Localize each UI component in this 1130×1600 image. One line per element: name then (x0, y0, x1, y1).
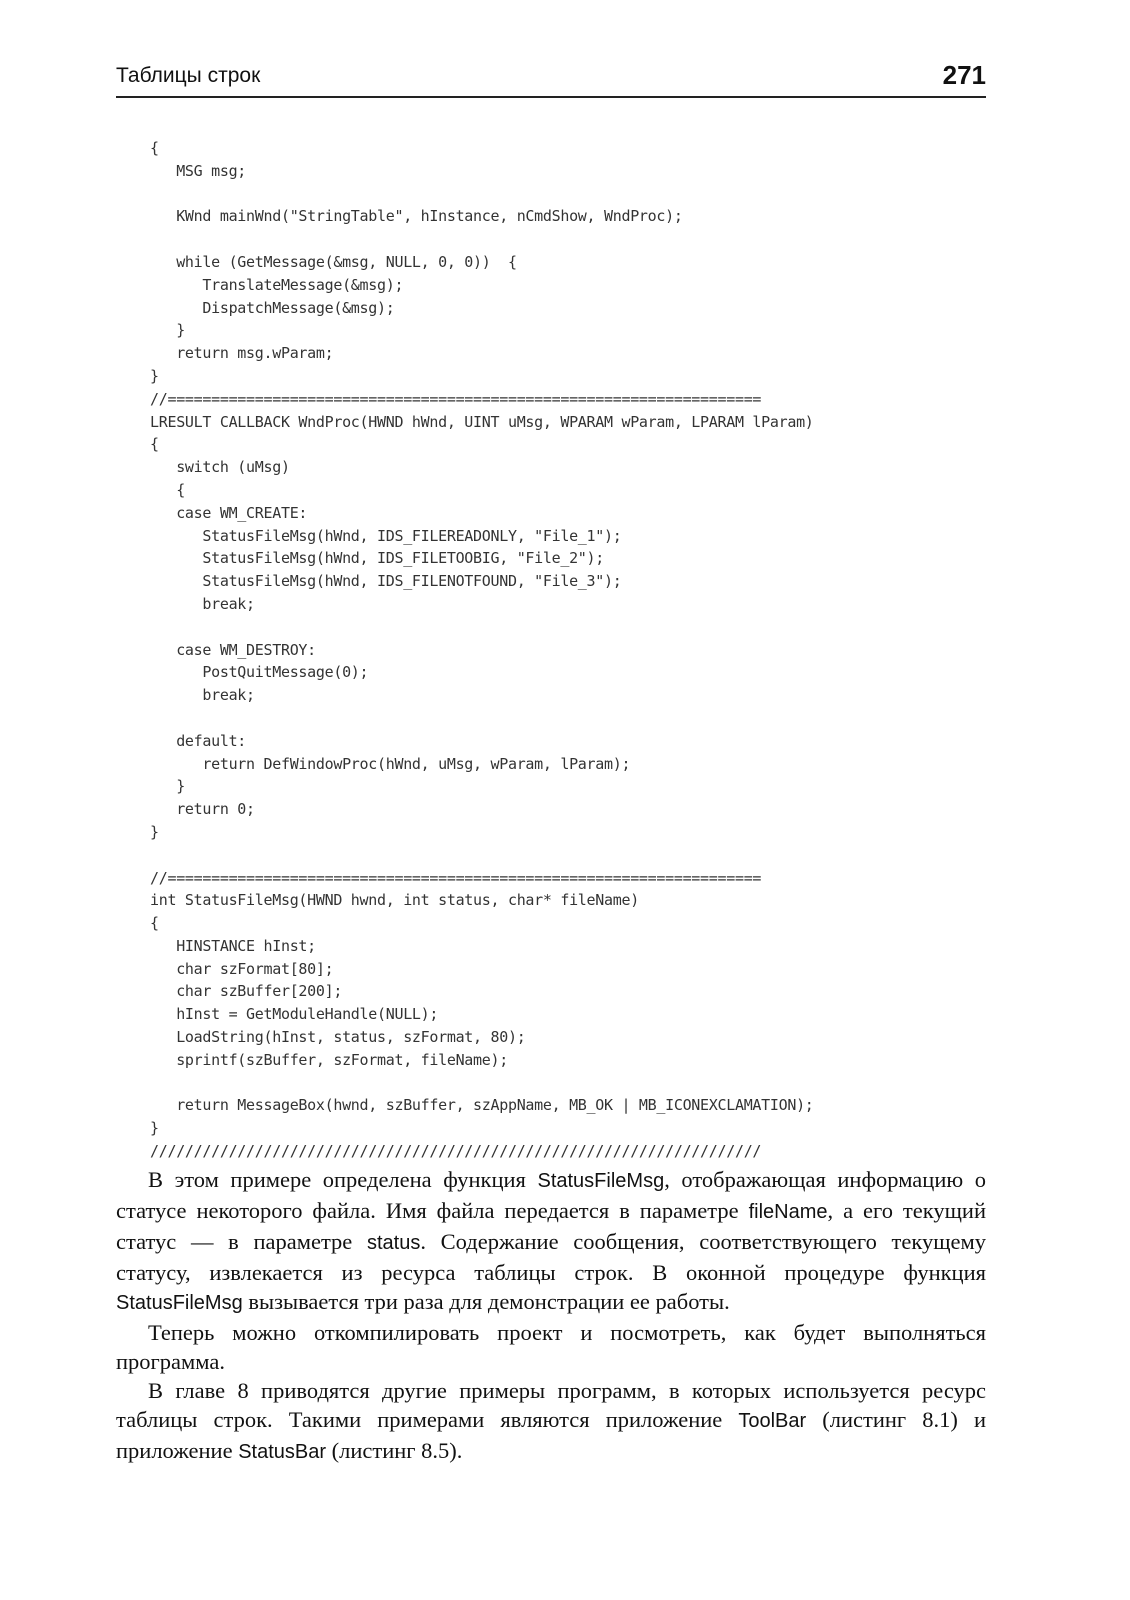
code-line (150, 228, 950, 251)
code-line: sprintf(szBuffer, szFormat, fileName); (150, 1050, 508, 1069)
code-line: } (150, 366, 159, 385)
page-number: 271 (942, 60, 986, 90)
text-run: В этом примере определена функция (148, 1167, 538, 1192)
code-line (150, 616, 950, 639)
code-line: int StatusFileMsg(HWND hwnd, int status, char* fileName) (150, 891, 639, 910)
code-line: KWnd mainWnd("StringTable", hInstance, nCmdShow, WndProc); (150, 207, 683, 226)
text-run: вызывается три раза для демонстрации ее работы. (242, 1289, 730, 1314)
running-header (116, 60, 986, 98)
code-line: break; (150, 594, 255, 613)
code-listing (150, 137, 950, 1163)
code-line (150, 707, 950, 730)
code-line: default: (150, 731, 247, 750)
chapter-title: Таблицы строк (116, 64, 261, 87)
text-run: (листинг 8.1) и приложение (116, 1407, 986, 1463)
code-line: return MessageBox(hwnd, szBuffer, szAppName, MB_OK | MB_ICONEXCLAMATION); (150, 1096, 814, 1115)
code-line (150, 844, 950, 867)
code-line: StatusFileMsg(hWnd, IDS_FILEREADONLY, "File_1"); (150, 526, 622, 545)
code-line: PostQuitMessage(0); (150, 663, 369, 682)
inline-identifier: fileName (748, 1201, 828, 1223)
code-line: return 0; (150, 800, 255, 819)
text-run: , отображающая информацию о статусе некоторого файла. Имя файла передается в параметре (116, 1167, 986, 1223)
code-line: { (150, 480, 185, 499)
code-line: hInst = GetModuleHandle(NULL); (150, 1005, 439, 1024)
text-run: В главе 8 приводятся другие примеры программ, в которых используется ресурс таблицы строк. Такими примерами являются приложение (116, 1378, 986, 1432)
code-line: ////////////////////////////////////////////////////////////////////// (150, 1142, 762, 1161)
body-text (116, 1165, 986, 1467)
code-line: MSG msg; (150, 161, 247, 180)
code-line: //==================================================================== (150, 389, 762, 408)
code-line: { (150, 139, 159, 157)
code-line: break; (150, 686, 255, 705)
code-line: } (150, 822, 159, 841)
text-run: , а его текущий статус — в параметре (116, 1198, 987, 1254)
code-line: return DefWindowProc(hWnd, uMsg, wParam, lParam); (150, 754, 631, 773)
code-line: char szBuffer[200]; (150, 982, 343, 1001)
inline-identifier: ToolBar (738, 1410, 807, 1432)
code-line: } (150, 777, 185, 796)
code-line: TranslateMessage(&msg); (150, 275, 404, 294)
code-line: DispatchMessage(&msg); (150, 298, 395, 317)
text-run: . Содержание сообщения, соответствующего текущему статусу, извлекается из ресурса таблицы строк. В оконной процедуре функция (116, 1229, 986, 1285)
code-line: switch (uMsg) (150, 458, 290, 477)
code-line: case WM_CREATE: (150, 503, 308, 522)
code-line (150, 183, 950, 206)
text-run: Теперь можно откомпилировать проект и посмотреть, как будет выполняться программа. (116, 1320, 986, 1374)
inline-identifier: StatusFileMsg (116, 1292, 243, 1314)
inline-identifier: status (367, 1232, 421, 1254)
code-line: while (GetMessage(&msg, NULL, 0, 0)) { (150, 252, 517, 271)
inline-identifier: StatusBar (238, 1441, 327, 1463)
code-line: } (150, 321, 185, 340)
paragraph (116, 1165, 986, 1318)
text-run: (листинг 8.5). (326, 1438, 463, 1463)
code-line: { (150, 435, 159, 454)
inline-identifier: StatusFileMsg (537, 1170, 665, 1192)
code-line: } (150, 1119, 159, 1138)
paragraph (116, 1318, 986, 1376)
code-line (150, 1072, 950, 1095)
code-line: { (150, 914, 159, 933)
code-line: return msg.wParam; (150, 344, 334, 363)
code-line: LoadString(hInst, status, szFormat, 80); (150, 1028, 526, 1047)
code-line: case WM_DESTROY: (150, 640, 316, 659)
code-line: StatusFileMsg(hWnd, IDS_FILETOOBIG, "File_2"); (150, 549, 605, 568)
code-line: HINSTANCE hInst; (150, 936, 316, 955)
code-line: StatusFileMsg(hWnd, IDS_FILENOTFOUND, "File_3"); (150, 572, 622, 591)
code-line: char szFormat[80]; (150, 959, 334, 978)
code-line: //==================================================================== (150, 868, 762, 887)
paragraph (116, 1376, 986, 1467)
code-line: LRESULT CALLBACK WndProc(HWND hWnd, UINT uMsg, WPARAM wParam, LPARAM lParam) (150, 412, 814, 431)
